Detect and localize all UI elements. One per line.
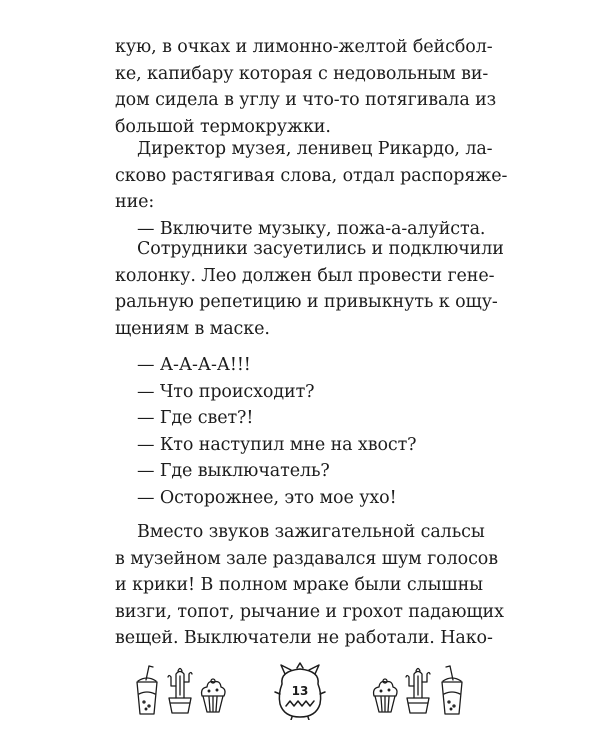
dialogue-line: — Где свет?! [137, 408, 254, 429]
text-line: вещей. Выключатели не работали. Нако- [115, 628, 493, 648]
text-line: Сотрудники засуетились и подключили [137, 239, 504, 259]
dialogue-block [115, 352, 483, 512]
page-number-badge [272, 662, 328, 720]
text-line: сково растягивая слова, отдал распоряже- [115, 165, 508, 186]
text-line: ке, капибару которая с недовольным ви- [115, 63, 489, 84]
text-line: ние: [115, 192, 155, 212]
text-line: дом сидела в углу и что-то потягивала из [115, 90, 497, 110]
text-line: колонку. Лео должен был провести гене- [115, 265, 495, 286]
cupcake-icon [370, 676, 400, 716]
dialogue-line: — А-А-А-А!!! [137, 355, 251, 375]
paragraph-director [115, 136, 508, 242]
dialogue-line: — Кто наступил мне на хвост? [137, 434, 417, 455]
text-line: и крики! В полном мраке были слышны [115, 575, 483, 595]
paragraph-chaos [115, 519, 504, 652]
text-line: ральную репетицию и привыкнуть к ощу- [115, 292, 498, 312]
text-line: Вместо звуков зажигательной сальсы [137, 522, 485, 542]
dialogue-line: — Что происходит? [137, 381, 315, 402]
text-line: визги, топот, рычание и грохот падающих [115, 601, 504, 622]
smoothie-cup-icon [133, 664, 161, 718]
text-line: в музейном зале раздавался шум голосов [115, 548, 498, 569]
text-line: кую, в очках и лимонно-желтой бейсбол- [115, 37, 493, 57]
dialogue-line: — Осторожнее, это мое ухо! [137, 487, 397, 508]
paragraph-continuation [115, 34, 497, 140]
cupcake-icon [198, 676, 228, 716]
smoothie-cup-icon [438, 664, 466, 718]
page-footer [0, 650, 600, 730]
cactus-icon [165, 664, 195, 716]
text-line: большой термокружки. [115, 116, 331, 137]
cactus-icon [403, 664, 433, 716]
dialogue-line: — Где выключатель? [137, 461, 330, 482]
page-number: 13 [291, 684, 309, 698]
text-line: щениям в маске. [115, 318, 270, 339]
text-line: — Включите музыку, пожа-а-алуйста. [137, 218, 486, 239]
paragraph-staff [115, 236, 504, 342]
text-line: Директор музея, ленивец Рикардо, ла- [137, 139, 493, 159]
